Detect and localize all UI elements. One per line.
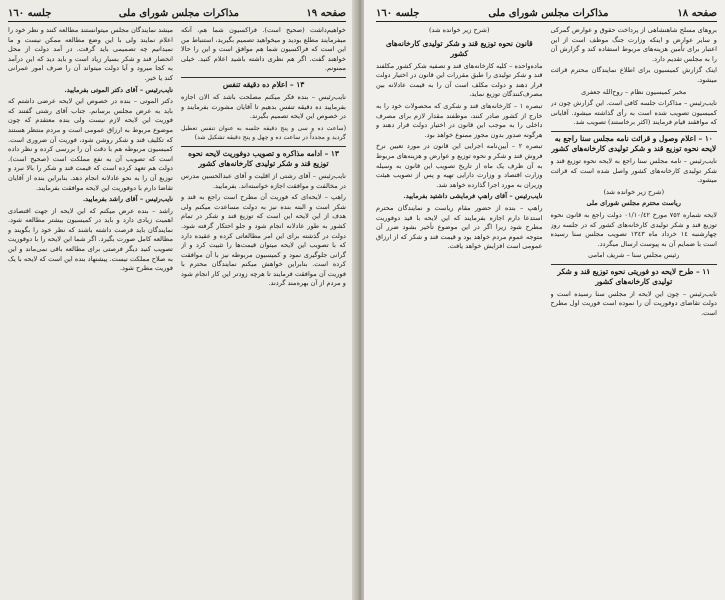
left-running-head (8, 8, 346, 22)
right-columns (376, 26, 717, 586)
speaker-line: نایب‌رئیس – آقای دکتر الموتی بفرمایید. (64, 85, 173, 94)
paragraph: اینک گزارش کمیسیون برای اطلاع نمایندگان محترم قرائت میشود. (550, 66, 717, 84)
right-page (364, 0, 725, 600)
paragraph: ماده‌واحده – کلیه کارخانه‌های قند و تصفیه شکر کشور مکلفند قند و شکر تولیدی را طبق مقررات این قانون در اختیار دولت قرار دهند و دولت مکلف است آن را به قیمت عادلانه بین مصرف‌کنندگان توزیع نماید. (376, 61, 543, 99)
paragraph: خواهیم‌داشت (صحیح است). فراکسیون شما هم، آنکه میفرمایند مطلع بودید و میخواهید تصمیم بگیرید، استنباط من این است که فراکسیون شما هم موافق است و این را حالا خواهند گفت. اگر هم نظری داشته باشید اعلام کنید. خیلی ممنونم. (181, 26, 346, 73)
right-session-number: جلسه ١٦٠ (376, 8, 420, 19)
left-page (0, 0, 356, 600)
right-page-number: صفحه ١٨ (677, 8, 717, 19)
paragraph: راهپ – بنده از حضور مقام ریاست و نمایندگان محترم استدعا دارم اجازه بفرمایند که این لایحه با قید دوفوریت مطرح شود زیرا اگر در این موضوع تأخیر بشود ضرر آن متوجه عموم مردم خواهد بود و قیمت قند و شکر که از ارزاق عمومی است افزایش خواهد یافت. (376, 203, 543, 251)
left-inner-column (8, 26, 173, 586)
right-running-head (376, 8, 717, 22)
left-page-number: صفحه ١٩ (306, 8, 346, 19)
right-outer-column (551, 26, 718, 586)
paragraph: نایب‌رئیس – بنده فکر میکنم مصلحت باشد که الان اجازه بفرمایید ده دقیقه تنفس بدهیم تا آقایان مشورت بفرمایند و در خصوص این لایحه تصمیم بگیرند. (181, 92, 346, 121)
paragraph: نایب‌رئیس – مذاکرات جلسه کافی است. این گزارش چون در کمیسیون تصویب شده است به رأی گذاشته میشود. آقایانی که موافقند قیام فرمایند (اکثر برخاستند) تصویب شد. (550, 99, 717, 127)
left-columns (8, 26, 346, 586)
paragraph: لایحه شماره ٧٥٢ مورخ ٠١/١٠/٤٢ دولت راجع به قانون نحوه توزیع قند و شکر تولیدی کارخانه‌های کشور که در جلسه روز چهارشنبه ١٤ خرداد ماه ١٣٤٣ تصویب مجلس سنا رسیده است با ضمایم آن به پیوست ارسال میگردد. (550, 210, 717, 248)
letter-addressee: ریاست محترم مجلس شورای ملی (586, 199, 681, 208)
section-heading: ١٣ – ادامه مذاکره و تصویب دوفوریت لایحه نحوه توزیع قند و شکر تولیدی کارخانه‌های کشور (181, 146, 346, 169)
right-inner-column (376, 26, 543, 586)
section-heading: ١٠ – اعلام وصول و قرائت نامه مجلس سنا راجع به لایحه نحوه توزیع قند و شکر تولیدی کارخانه‌های کشور (551, 131, 718, 154)
paragraph: نایب‌رئیس – آقای رشتی از اقلیت و آقای عبدالحسین مدرس در مخالفت و موافقت اجازه خواسته‌اند. بفرمایید. (181, 171, 346, 190)
section-heading: ١٣ – اعلام ده دقیقه تنفس (181, 77, 346, 90)
paragraph: راهپ – لایحه‌ای که فوریت آن مطرح است راجع به قند و شکر است و البته بنده نیز به دولت مساعدت میکنم ولی هدف از این لایحه این است که توزیع قند و شکر در تمام کشور به طور عادلانه انجام شود و جلو احتکار گرفته شود. دولت در گذشته برای این امر مطالعاتی کرده و عقیده دارد که با تصویب این لایحه میتوان قیمت‌ها را تثبیت کرد و از گرانی جلوگیری نمود و کمیسیون مربوطه نیز با آن موافقت کرده است. بنابراین خواهش میکنم نمایندگان محترم با فوریت آن موافقت فرمایند تا هرچه زودتر این کار انجام شود و مردم از آن بهره‌مند گردند. (181, 193, 346, 288)
law-title: قانون نحوه توزیع قند و شکر تولیدی کارخانه‌های کشور (385, 38, 533, 58)
left-session-number: جلسه ١٦٠ (8, 8, 52, 19)
paragraph: میشد نمایندگان مجلس میتوانستند مطالعه کنند و نظر خود را اعلام نمایند ولی با این وضع مطالعه ممکن نیست و ما نمیدانیم چه تصمیمی باید گرفت. در آمد دولت از محل انحصار قند و شکر بسیار زیاد است و باید دید که این درآمد به کجا میرود و آیا دولت میتواند آن را صرف امور عمرانی کند یا خیر. (8, 26, 173, 82)
speaker-line: نایب‌رئیس – آقای راشد بفرمایید. (82, 195, 173, 204)
right-header-title: مذاکرات مجلس شورای ملی (488, 8, 609, 19)
paragraph-note: (شرح زیر خوانده شد) (603, 187, 665, 196)
left-outer-column (181, 26, 346, 586)
paragraph: نایب‌رئیس – چون این لایحه از مجلس سنا رسیده است و دولت تقاضای دوفوریت آن را نموده است فوریت اول مطرح است. (550, 289, 717, 318)
section-heading: ١١ – طرح لایحه دو فوریتی نحوه توزیع قند و شکر تولیدی کارخانه‌های کشور (551, 264, 718, 287)
signature-line: رئیس مجلس سنا – شریف امامی (588, 251, 680, 260)
paragraph: تبصره ٢ – آیین‌نامه اجرایی این قانون در مورد تعیین نرخ فروش قند و شکر و نحوه توزیع و عوارض و هزینه‌های مربوط به آن ظرف یک ماه از تاریخ تصویب این قانون به وسیله وزارت اقتصاد و وزارت دارایی تهیه و پس از تصویب هیئت وزیران به مورد اجرا گذارده خواهد شد. (376, 142, 543, 189)
paragraph: تبصره ١ – کارخانه‌های قند و شکری که محصولات خود را به خارج از کشور صادر کنند، موظفند مقدار لازم برای مصرف داخلی را به موجب این قانون در اختیار دولت قرار دهند و هرگونه صدور بدون مجوز ممنوع خواهد بود. (376, 101, 543, 139)
paragraph: بروهای مسلح شاهنشاهی از پرداخت حقوق و عوارض گمرکی و سایر عوارض و اینکه وزارت جنگ موظف است از این اعتبار برای تأمین هزینه‌های مربوط استفاده کند و گزارش آن را به مجلس تقدیم دارد. (550, 26, 717, 63)
paragraph-note: (شرح زیر خوانده شد) (428, 26, 490, 34)
paragraph-note: (ساعت ده و سی و پنج دقیقه جلسه به عنوان تنفس تعطیل گردید و مجدداً در ساعت ده و چهل و پنج دقیقه تشکیل شد) (181, 124, 346, 142)
speaker-line: نایب‌رئیس – آقای راهپ فرمایشی داشتید بفرمایید. (403, 192, 543, 201)
paragraph: نایب‌رئیس – نامه مجلس سنا راجع به لایحه نحوه توزیع قند و شکر تولیدی کارخانه‌های کشور واصل شده است که قرائت میشود. (550, 156, 717, 185)
paragraph: راشد – بنده عرض میکنم که این لایحه از جهت اقتصادی اهمیت زیادی دارد و باید در کمیسیون بیشتر مطالعه شود. نمایندگان باید فرصت داشته باشند که نظر خود را بگویند و مطالعه کامل صورت بگیرد. اگر شما این لایحه را با دوفوریت تصویب کنید دیگر فرصتی برای مطالعه باقی نمی‌ماند و این به صلاح مملکت نیست. پیشنهاد بنده این است که لایحه با یک فوریت مطرح شود. (8, 206, 173, 273)
signature-line: مخبر کمیسیون نظام – روح‌الله جعفری (581, 87, 687, 96)
left-header-title: مذاکرات مجلس شورای ملی (118, 8, 239, 19)
paragraph: دکتر الموتی – بنده در خصوص این لایحه عرضی داشتم که باید به عرض مجلس برسانم. جناب آقای رشتی گفتند که فوریت این لایحه لازم نیست ولی بنده معتقدم که چون موضوع مربوط به ارزاق عمومی است و مردم منتظر هستند که تکلیف قند و شکر روشن شود، فوریت آن ضروری است. کمیسیون مربوطه هم با دقت آن را بررسی کرده و نظر داده است که تصویب آن به نفع مملکت است (صحیح است). دولت هم تعهد کرده است که قیمت قند و شکر را بالا نبرد و توزیع آن را به نحو عادلانه انجام دهد. بنابراین بنده از آقایان تقاضا دارم با دوفوریت این لایحه موافقت بفرمایند. (8, 97, 173, 192)
